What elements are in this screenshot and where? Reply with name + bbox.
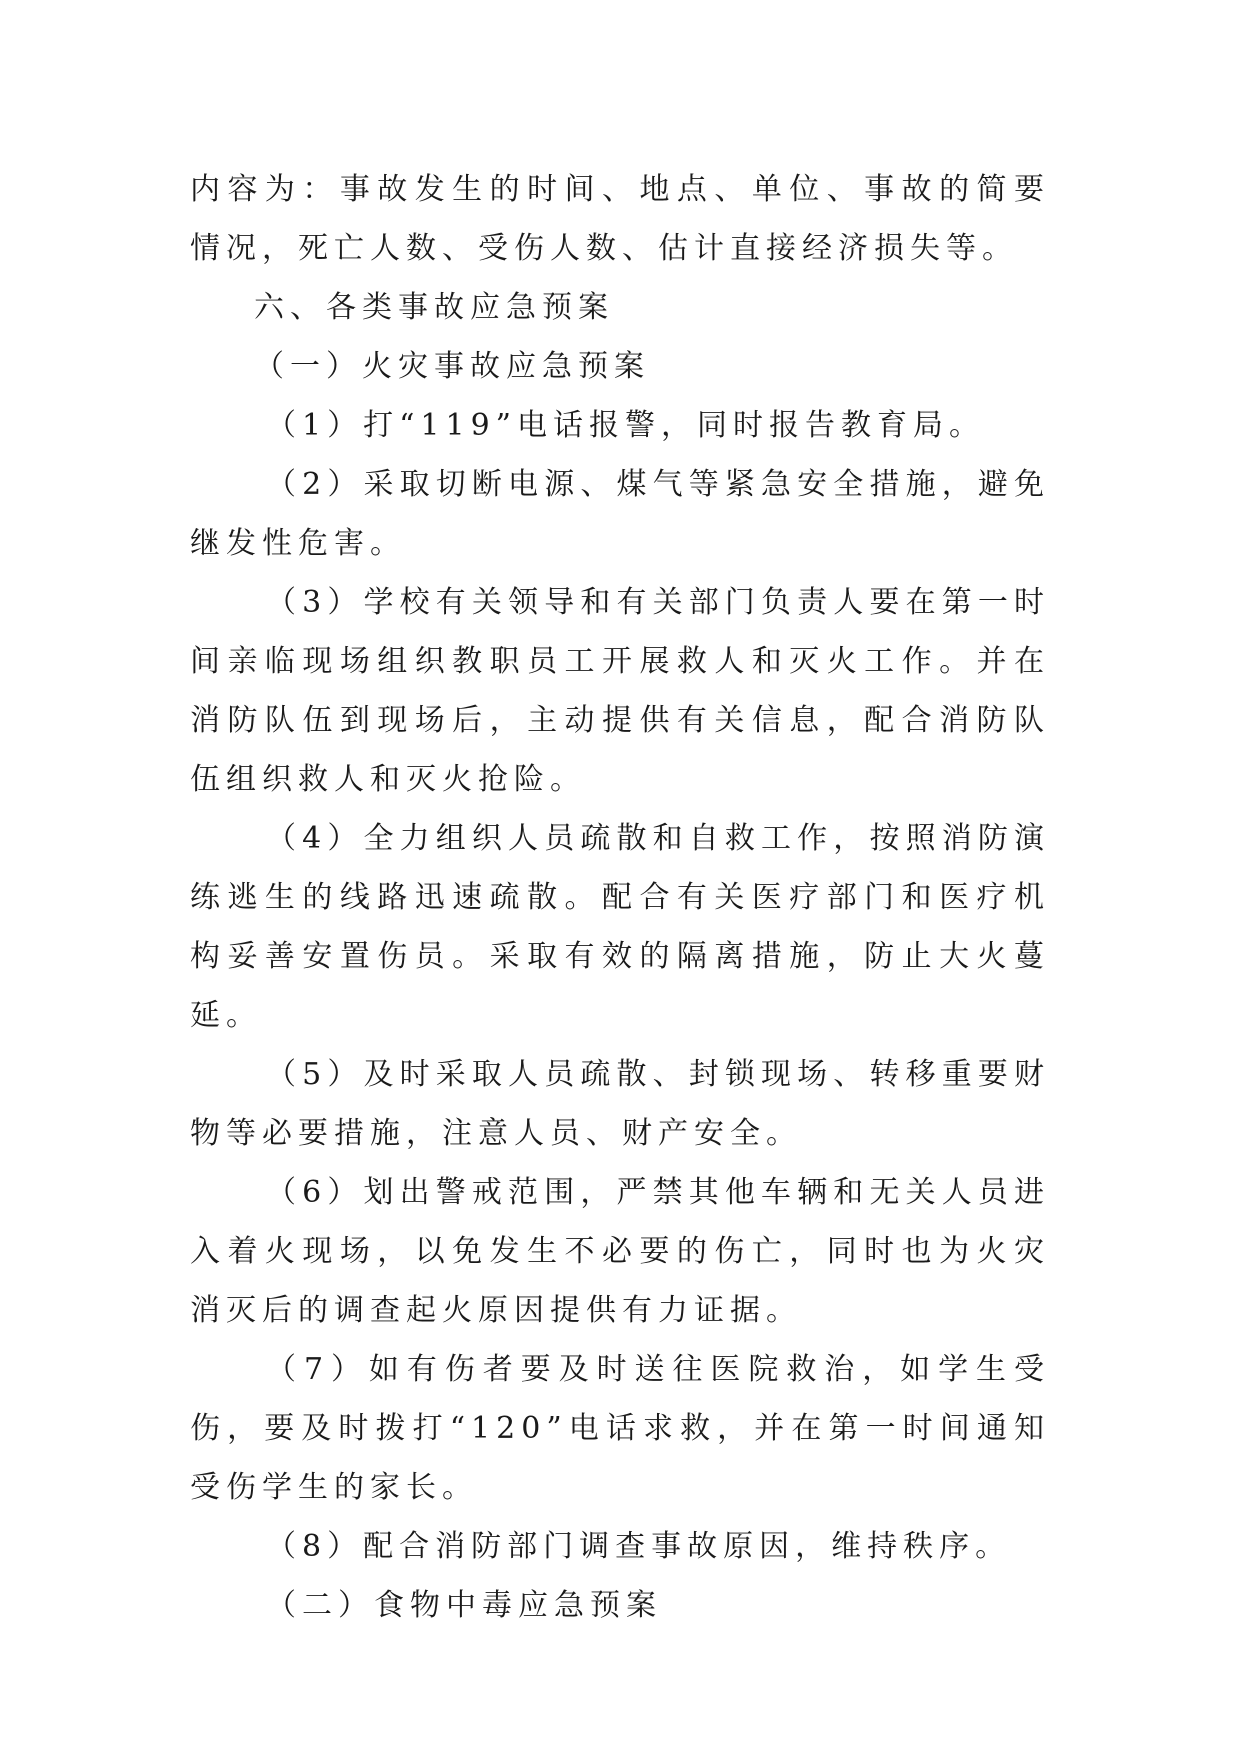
paragraph-report-content: 内容为：事故发生的时间、地点、单位、事故的简要情况，死亡人数、受伤人数、估计直接经济损失等。 [190,172,1050,266]
paragraph-item-5: （5）及时采取人员疏散、封锁现场、转移重要财物等必要措施，注意人员、财产安全。 [190,1057,1050,1151]
subsection-heading-food-poisoning-plan: （二）食物中毒应急预案 [266,1588,662,1623]
paragraph-item-7: （7）如有伤者要及时送往医院救治，如学生受伤，要及时拨打“120”电话求救，并在第一时间通知受伤学生的家长。 [190,1352,1050,1505]
paragraph-item-8: （8）配合消防部门调查事故原因，维持秩序。 [266,1529,1012,1564]
subsection-heading-fire-plan: （一）火灾事故应急预案 [254,349,650,384]
paragraph-item-2: （2）采取切断电源、煤气等紧急安全措施，避免继发性危害。 [190,467,1050,561]
section-heading-emergency-plans: 六、各类事故应急预案 [254,290,614,325]
paragraph-item-4: （4）全力组织人员疏散和自救工作，按照消防演练逃生的线路迅速疏散。配合有关医疗部门和医疗机构妥善安置伤员。采取有效的隔离措施，防止大火蔓延。 [190,821,1050,1033]
paragraph-item-1: （1）打“119”电话报警，同时报告教育局。 [266,408,986,443]
document-body [190,160,1050,1635]
paragraph-item-6: （6）划出警戒范围，严禁其他车辆和无关人员进入着火现场，以免发生不必要的伤亡，同时也为火灾消灭后的调查起火原因提供有力证据。 [190,1175,1050,1328]
paragraph-item-3: （3）学校有关领导和有关部门负责人要在第一时间亲临现场组织教职员工开展救人和灭火工作。并在消防队伍到现场后，主动提供有关信息，配合消防队伍组织救人和灭火抢险。 [190,585,1050,797]
